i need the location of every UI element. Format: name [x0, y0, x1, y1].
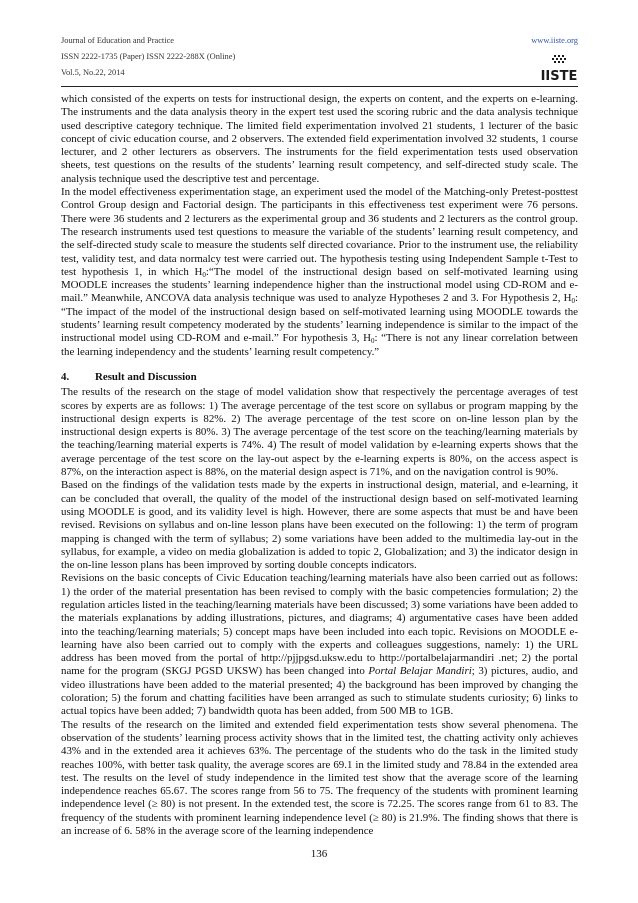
header-rule — [61, 86, 578, 87]
paragraph-methods: which consisted of the experts on tests for instructional design, the experts on content, and the experts on e-learning. The instruments and the data analysis theory in the expert test used the scoring rubric and the data analysis technique used descriptive category technique. The limited field experimentation involved 21 students, 1 lecturer of the basic concept of civic education course, and 2 observers. The extended field experimentation involved 32 students, 1 course lecturer, and 2 other lecturers as observers. The instruments for the field experimentation tests used observation sheets, test questions on the results of the students’ learning result competency, and self-directed study scale. The analysis technique used the descriptive test and percentage. — [61, 93, 578, 185]
text-segment: Revisions on the basic concepts of Civic Education teaching/learning materials have also been carried out as follows: 1) the order of the material presentation has been revised to comply with the basic competencies formulation; 2) the regulation articles listed in the teaching/learning materials have been discussed; 3) some variations have been added to the materials explanations by adding illustrations, pictures, and diagrams; 4) argumentative cases have been added into the teaching/learning materials; 5) concept maps have been included into each topic. Revisions on MOODLE e-learning have also been carried out to comply with the experts and colleagues suggestions, namely: 1) the URL address has been moved from the portal of http://pjjpgsd.uksw.edu to http://portalbelajarmandiri .net; 2) the portal name for the program (SKGJ PGSD UKSW) has been changed into — [61, 572, 578, 678]
italic-portal-name: Portal Belajar Mandiri — [368, 665, 472, 678]
text-segment: :“The model of the instructional design based on self-motivated learning using MOODLE increases the students’ learning independence higher than the instructional model using CD-ROM and e-mail.” Meanwhile, ANCOVA data analysis technique was used to analyze Hypotheses 2 and 3. For Hypothesis 2, H — [61, 265, 578, 305]
section-title: Result and Discussion — [95, 370, 197, 383]
text-segment: In the model effectiveness experimentation stage, an experiment used the model of the Matching-only Pretest-posttest Control Group design and Factorial design. The participants in this effectiveness test experiment were 76 persons. There were 36 students and 2 lecturers as the experimental group and 36 students and 2 lecturers as the control group. The research instruments used test questions to measure the variable of the students’ learning result competency, and the self-directed study scale to measure the students self directed covariance. Prior to the instrument use, the reliability test, validity test, and data normalcy test were carried out. The hypothesis testing using Independent Sample t-Test to test hypothesis 1, in which H — [61, 186, 578, 278]
subscript-zero: 0 — [370, 337, 375, 346]
paragraph-validation-findings: Based on the findings of the validation tests made by the experts in instructional design, material, and e-learning, it can be concluded that overall, the quality of the model of the instructional design based on self-motivated learning using MOODLE is good, and its validity level is high. However, there are some aspects that must be and have been revised. Revisions on syllabus and on-line lesson plans have been executed on the following: 1) the term of program mapping is changed with the term of syllabus; 2) some variations have been added to the multimedia lay-out in the syllabus, for example, a video on media globalization is added to topic 2, Globalization; and 3) the indicator design in the on-line lesson plans has been improved by sorting double concepts indicators. — [61, 479, 578, 572]
subscript-zero: 0 — [202, 270, 206, 279]
journal-title: Journal of Education and Practice — [61, 36, 175, 45]
issn-line: ISSN 2222-1735 (Paper) ISSN 2222-288X (Online) — [61, 52, 236, 61]
paragraph-validation-results: The results of the research on the stage of model validation show that respectively the percentage averages of test scores by experts are as follows: 1) The average percentage of the test score on syllabus or program mapping by the instructional design experts is 82%. 2) The average percentage of the test score on on-line lesson plan by the instructional design experts is 80%. 3) The average percentage of the test score on the teaching/learning materials by the teaching/learning material experts is 74%. 4) The result of model validation by e-learning experts shows that the average percentage of the test score on the lay-out aspect by the e-learning experts is 80%, on the access aspect is 87%, on the interaction aspect is 88%, on the material design aspect is 71%, and on the navigation control is 90%. — [61, 386, 578, 479]
text-segment: : “There is not any linear correlation between the learning independency and the students’ learning result competency.” — [61, 332, 578, 358]
section-number: 4. — [61, 370, 70, 383]
text-segment: ; 3) pictures, audio, and video illustrations have been added to the material presented; 4) the background has been improved by changing the coloration; 5) the forum and chatting facilities have been arranged as such to stimulate students curiosity; 6) links to actual topics have been added; 7) bandwidth quota has been added, from 500 MB to 1GB. — [61, 665, 578, 718]
journal-url-link[interactable]: www.iiste.org — [531, 36, 578, 45]
paragraph-revisions — [61, 572, 578, 718]
paragraph-effectiveness — [61, 186, 578, 359]
paragraph-field-results: The results of the research on the limited and extended field experimentation tests show several phenomena. The observation of the students’ learning process activity shows that in the limited test, the chatting activity only achieves 43% and in the extended area it achieves 63%. The percentage of the students who do the task in the limited study reaches 100%, with better task quality, the average scores are 69.1 in the limited study and 78.84 in the extended area test. The results on the level of study independence in the limited test show that the average score of the learning independence reaches 65.67. The scores range from 56 to 75. The frequency of the students with prominent learning independence level (≥ 80) is not present. In the extended test, the score is 72.25. The scores range from 61 to 83. The frequency of the students with prominent learning independence level (≥ 80) is 21.9%. The finding shows that there is an increase of 6. 58% in the average score of the learning independence — [61, 718, 578, 838]
text-segment: : “The impact of the model of the instructional design based on self-motivated learning using MOODLE towards the students’ learning result competency moderated by the students’ learning independence is similar to the impact of the instructional model using CD-ROM and e-mail.” For hypothesis 3, H — [61, 292, 578, 345]
article-body — [61, 93, 578, 838]
section-heading — [61, 371, 578, 384]
iiste-logo — [540, 54, 578, 84]
subscript-zero: 0 — [571, 297, 575, 306]
volume-issue: Vol.5, No.22, 2014 — [61, 68, 125, 77]
svg-text:IISTE: IISTE — [540, 69, 578, 84]
page-number: 136 — [310, 848, 328, 860]
